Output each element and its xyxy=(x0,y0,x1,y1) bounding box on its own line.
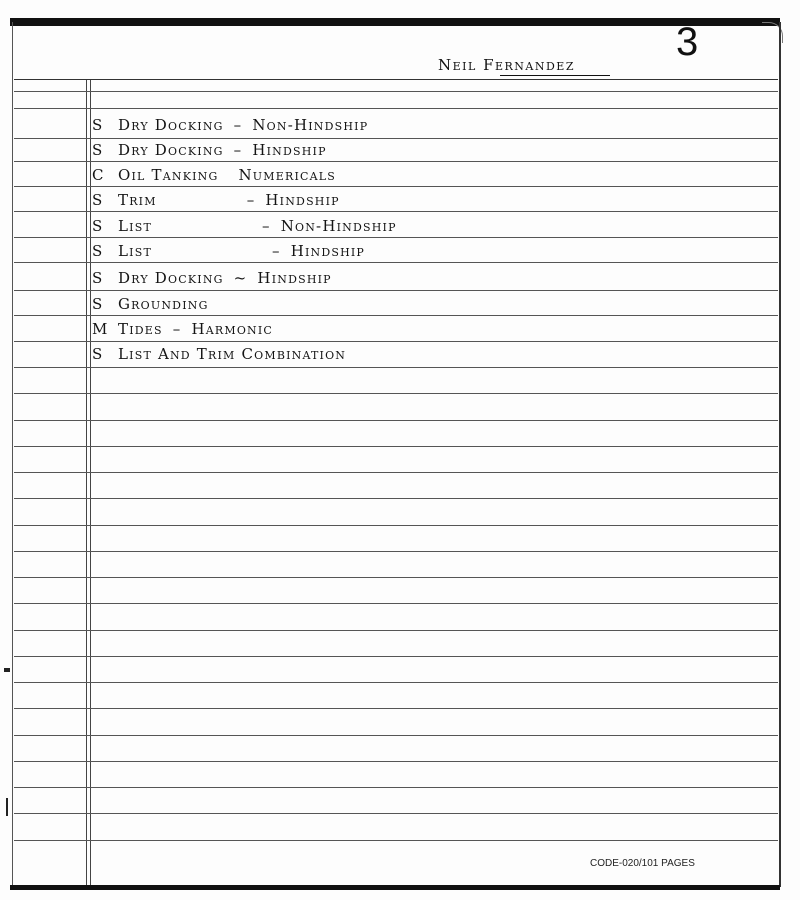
page-number: 3 xyxy=(676,20,699,64)
entry-topic: Grounding xyxy=(118,295,209,313)
entry-row xyxy=(92,345,366,367)
ruled-line xyxy=(14,472,778,473)
entry-code: S xyxy=(92,242,104,260)
top-border xyxy=(10,18,780,26)
entry-code: S xyxy=(92,295,104,313)
entry-code: S xyxy=(92,141,104,159)
entry-separator: – xyxy=(261,217,271,235)
entry-separator: – xyxy=(172,320,182,338)
ruled-line xyxy=(14,91,778,92)
ruled-line xyxy=(14,813,778,814)
entry-topic: Dry Docking xyxy=(118,116,224,134)
ruled-line xyxy=(14,656,778,657)
entry-separator: ~ xyxy=(233,269,248,287)
ruled-line xyxy=(14,138,778,139)
entry-row xyxy=(92,295,229,317)
entry-separator: – xyxy=(271,242,281,260)
entry-detail: Hindship xyxy=(257,269,332,287)
author-name: Neil Fernandez xyxy=(438,56,575,74)
entry-topic: List xyxy=(118,242,152,260)
ruled-line xyxy=(14,735,778,736)
entry-detail: Numericals xyxy=(238,166,336,184)
ruled-line xyxy=(14,551,778,552)
right-page-edge xyxy=(779,22,781,887)
bottom-border xyxy=(10,885,780,890)
entry-code: S xyxy=(92,191,104,209)
ruled-line xyxy=(14,577,778,578)
ruled-line xyxy=(14,446,778,447)
entry-row xyxy=(92,166,336,188)
ruled-line xyxy=(14,367,778,368)
entry-row xyxy=(92,217,397,239)
ruled-line xyxy=(14,761,778,762)
entry-row xyxy=(92,242,365,264)
ruled-line xyxy=(14,498,778,499)
entry-detail: Harmonic xyxy=(191,320,274,338)
author-underline xyxy=(500,75,610,76)
header-rule xyxy=(14,79,778,80)
entry-detail: Hindship xyxy=(252,141,327,159)
scan-mark xyxy=(6,798,8,816)
entry-detail: Hindship xyxy=(265,191,340,209)
entry-row xyxy=(92,191,340,213)
entry-code: C xyxy=(92,166,105,184)
ruled-line xyxy=(14,603,778,604)
entry-code: S xyxy=(92,116,104,134)
ruled-line xyxy=(14,393,778,394)
entry-detail: Non-Hindship xyxy=(280,217,397,235)
ruled-line xyxy=(14,108,778,109)
ruled-line xyxy=(14,630,778,631)
entry-separator: – xyxy=(233,141,243,159)
entry-topic: List And Trim Combination xyxy=(118,345,347,363)
ruled-line xyxy=(14,708,778,709)
margin-line-left xyxy=(86,80,87,886)
ruled-line xyxy=(14,682,778,683)
entry-code: S xyxy=(92,217,104,235)
entry-topic: Oil Tanking xyxy=(118,166,219,184)
entry-detail: Hindship xyxy=(290,242,366,260)
ruled-line xyxy=(14,840,778,841)
entry-code: S xyxy=(92,269,104,287)
entry-topic: Tides xyxy=(118,320,163,338)
entry-row xyxy=(92,141,327,163)
margin-line-right xyxy=(90,80,91,886)
entry-topic: Trim xyxy=(118,191,157,209)
entry-topic: List xyxy=(118,217,152,235)
left-page-edge xyxy=(12,22,13,887)
footer-code: CODE-020/101 PAGES xyxy=(590,858,695,869)
entry-separator: – xyxy=(233,116,243,134)
ruled-line xyxy=(14,420,778,421)
entry-code: M xyxy=(92,320,109,338)
entry-separator: – xyxy=(246,191,256,209)
entry-topic: Dry Docking xyxy=(118,141,224,159)
scan-mark xyxy=(4,668,10,672)
ruled-line xyxy=(14,525,778,526)
ruled-line xyxy=(14,787,778,788)
entry-row xyxy=(92,269,332,291)
entry-row xyxy=(92,320,273,342)
entry-code: S xyxy=(92,345,104,363)
entry-topic: Dry Docking xyxy=(118,269,224,287)
entry-row xyxy=(92,116,368,138)
entry-detail: Non-Hindship xyxy=(252,116,369,134)
